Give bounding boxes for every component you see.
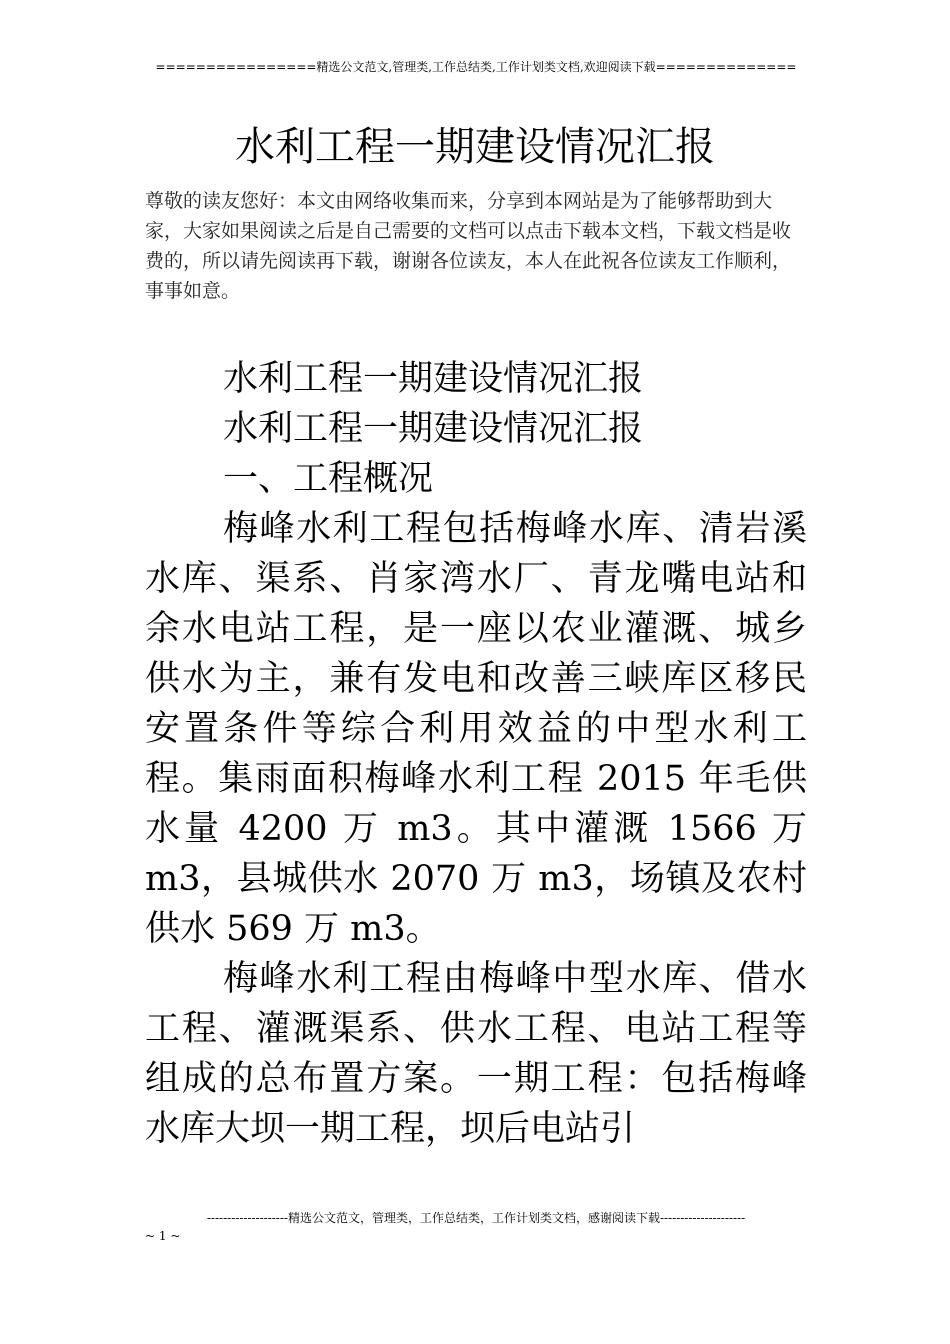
header-banner: ================精选公文范文,管理类,工作总结类,工作计划类文档,欢迎阅读下载==============	[155, 60, 797, 74]
paragraph-overview: 梅峰水利工程包括梅峰水库、清岩溪水库、渠系、肖家湾水厂、青龙嘴电站和余水电站工程，是一座以农业灌溉、城乡供水为主，兼有发电和改善三峡库区移民安置条件等综合利用效益的中型水利工程。集雨面积梅峰水利工程 2015 年毛供水量 4200 万 m3。其中灌溉 1566 万 m3，县城供水 2070 万 m3，场镇及农村供水 569 万 m3。	[145, 509, 807, 949]
page-number: ~ 1 ~	[145, 1229, 181, 1243]
reader-notice: 尊敬的读友您好：本文由网络收集而来，分享到本网站是为了能够帮助到大家，大家如果阅读之后是自己需要的文档可以点击下载本文档，下载文档是收费的，所以请先阅读再下载，谢谢各位读友，本人在此祝各位读友工作顺利，事事如意。	[145, 190, 792, 302]
body-heading-1: 水利工程一期建设情况汇报	[223, 359, 644, 399]
paragraph-layout: 梅峰水利工程由梅峰中型水库、借水工程、灌溉渠系、供水工程、电站工程等组成的总布置方案。一期工程：包括梅峰水库大坝一期工程，坝后电站引	[145, 959, 807, 1149]
document-title: 水利工程一期建设情况汇报	[235, 123, 715, 170]
document-body	[145, 354, 807, 1154]
body-heading-2: 水利工程一期建设情况汇报	[223, 409, 644, 449]
footer-banner: --------------------精选公文范文，管理类，工作总结类，工作计划类文档，感谢阅读下载---------------------	[206, 1211, 746, 1225]
section-heading-overview: 一、工程概况	[223, 459, 434, 499]
